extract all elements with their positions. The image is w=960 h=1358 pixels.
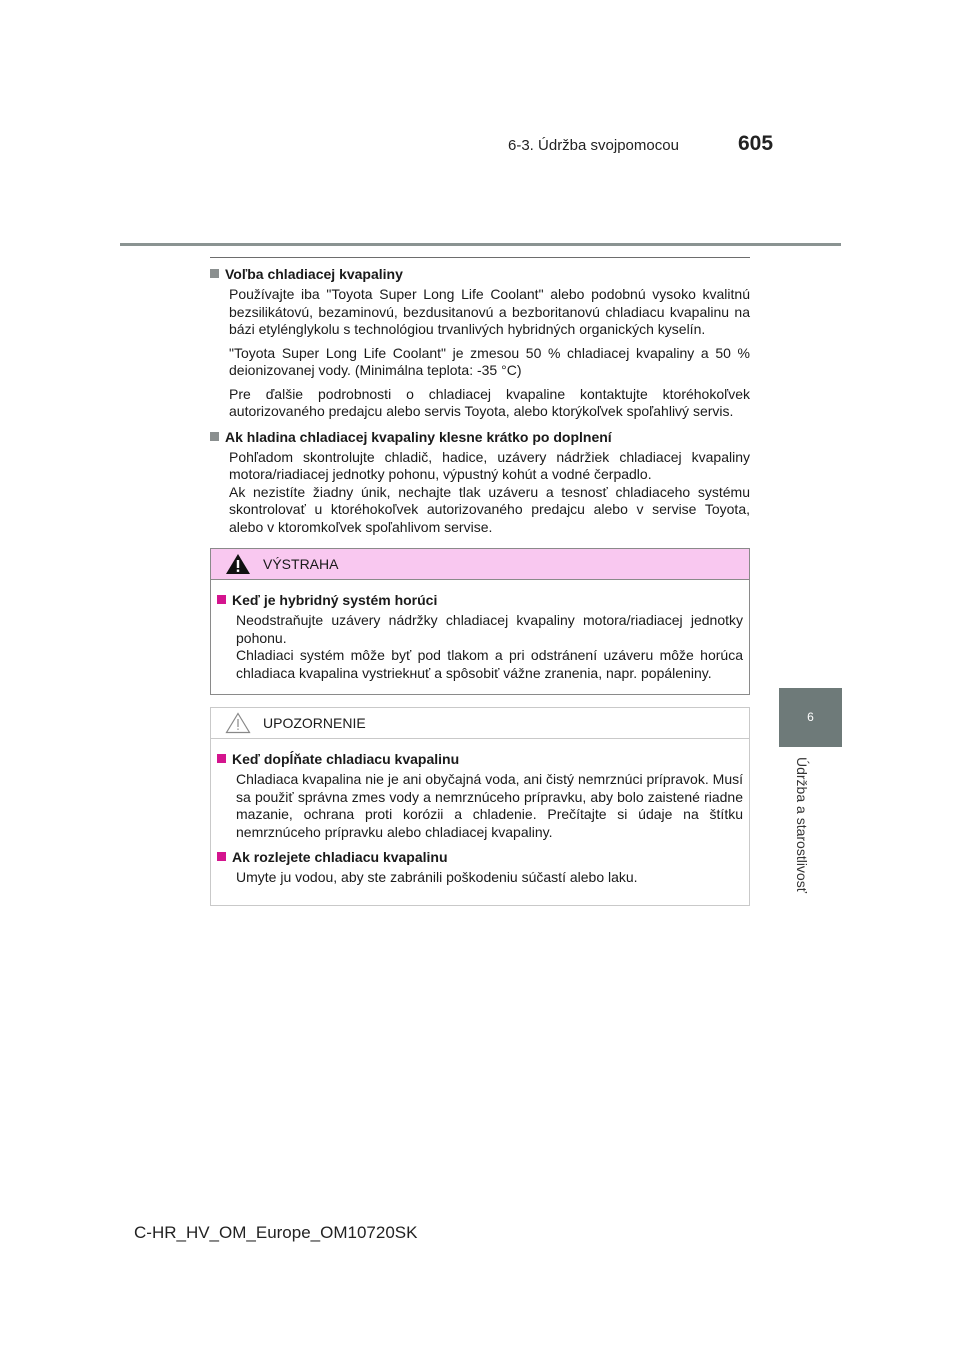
- main-content: [210, 257, 750, 906]
- paragraph: Pohľadom skontrolujte chladič, hadice, uzávery nádržiek chladiacej kvapaliny motora/riadiacej jednotky pohonu, výpustný kohút a vodné čerpadlo.: [229, 448, 750, 482]
- warning-box-header: [211, 549, 749, 580]
- paragraph: Umyte ju vodou, aby ste zabránili poškodeniu súčastí alebo laku.: [236, 869, 638, 885]
- content-top-rule: [210, 257, 750, 258]
- paragraph: "Toyota Super Long Life Coolant" je zmesou 50 % chladiacej kvapaliny a 50 % deionizovanej vody. (Minimálna teplota: -35 °C): [229, 344, 750, 378]
- notice-box-body: [211, 739, 749, 905]
- document-code: C-HR_HV_OM_Europe_OM10720SK: [134, 1223, 418, 1242]
- section-heading: Ak hladina chladiacej kvapaliny klesne krátko po doplnení: [210, 427, 750, 447]
- paragraph: Používajte iba "Toyota Super Long Life Coolant" alebo podobnú vysoko kvalitnú bezsilikátovú, bezaminovú, bezdusitanovú a bezboritanovú chladiacu kvapalinu na bázi etylénglykolu s technológiou trvanlivých hybridných organických kyselín.: [229, 286, 750, 337]
- square-bullet-icon: [217, 852, 226, 861]
- warning-box-title: VÝSTRAHA: [263, 556, 339, 572]
- warning-triangle-filled-icon: [225, 553, 251, 575]
- notice-item-heading: Ak rozlejete chladiacu kvapalinu: [217, 847, 743, 867]
- paragraph: Neodstraňujte uzávery nádržky chladiacej kvapaliny motora/riadiacej jednotky pohonu.: [236, 612, 743, 646]
- warning-box-body: [211, 580, 749, 694]
- square-bullet-icon: [210, 432, 219, 441]
- warning-box: [210, 548, 750, 695]
- paragraph: Ak nezistíte žiadny únik, nechajte tlak uzáveru a tesnosť chladiaceho systému skontrolovať u ktoréhokoľvek autorizovaného predajcu alebo v servise Toyota, alebo v ktoromkoľvek spoľahlivom servise.: [229, 483, 750, 535]
- notice-box: [210, 707, 750, 906]
- header-divider: [120, 243, 841, 246]
- notice-box-header: [211, 708, 749, 739]
- section-heading: Voľba chladiacej kvapaliny: [210, 264, 750, 284]
- section-coolant-level-drop: [210, 427, 750, 537]
- square-bullet-icon: [210, 269, 219, 278]
- paragraph: Chladiaca kvapalina nie je ani obyčajná voda, ani čistý nemrznúci prípravok. Musí sa použiť správna zmes vody a nemrznúceho prípravku, aby bolo zaistené riadne mazanie, ochrana proti korózii a chladenie. Prečítajte si údaje na štítku nemrznúceho prípravku alebo chladiacej kvapaliny.: [236, 771, 743, 840]
- section-coolant-choice: [210, 264, 750, 421]
- chapter-tab-title: Údržba a starostlivosť: [794, 757, 810, 893]
- page-number: 605: [738, 132, 774, 155]
- paragraph: Pre ďalšie podrobnosti o chladiacej kvapaline kontaktujte ktoréhokoľvek autorizovaného predajcu alebo servis Toyota, alebo ktorýkoľvek spoľahlivý servis.: [229, 385, 750, 419]
- warning-item-heading: Keď je hybridný systém horúci: [217, 590, 743, 610]
- header-section-title: 6-3. Údržba svojpomocou: [508, 137, 679, 154]
- square-bullet-icon: [217, 595, 226, 604]
- notice-item-heading: Keď dopĺňate chladiacu kvapalinu: [217, 749, 743, 769]
- caution-triangle-outline-icon: [225, 712, 251, 734]
- square-bullet-icon: [217, 754, 226, 763]
- chapter-tab-number: 6: [807, 710, 814, 724]
- paragraph: Chladiaci systém môže byť pod tlakom a pri odstránení uzáveru môže horúca chladiaca kvapalina vystriekнuť a spôsobiť vážne zranenia, napr. popáleniny.: [236, 647, 743, 681]
- notice-box-title: UPOZORNENIE: [263, 715, 366, 731]
